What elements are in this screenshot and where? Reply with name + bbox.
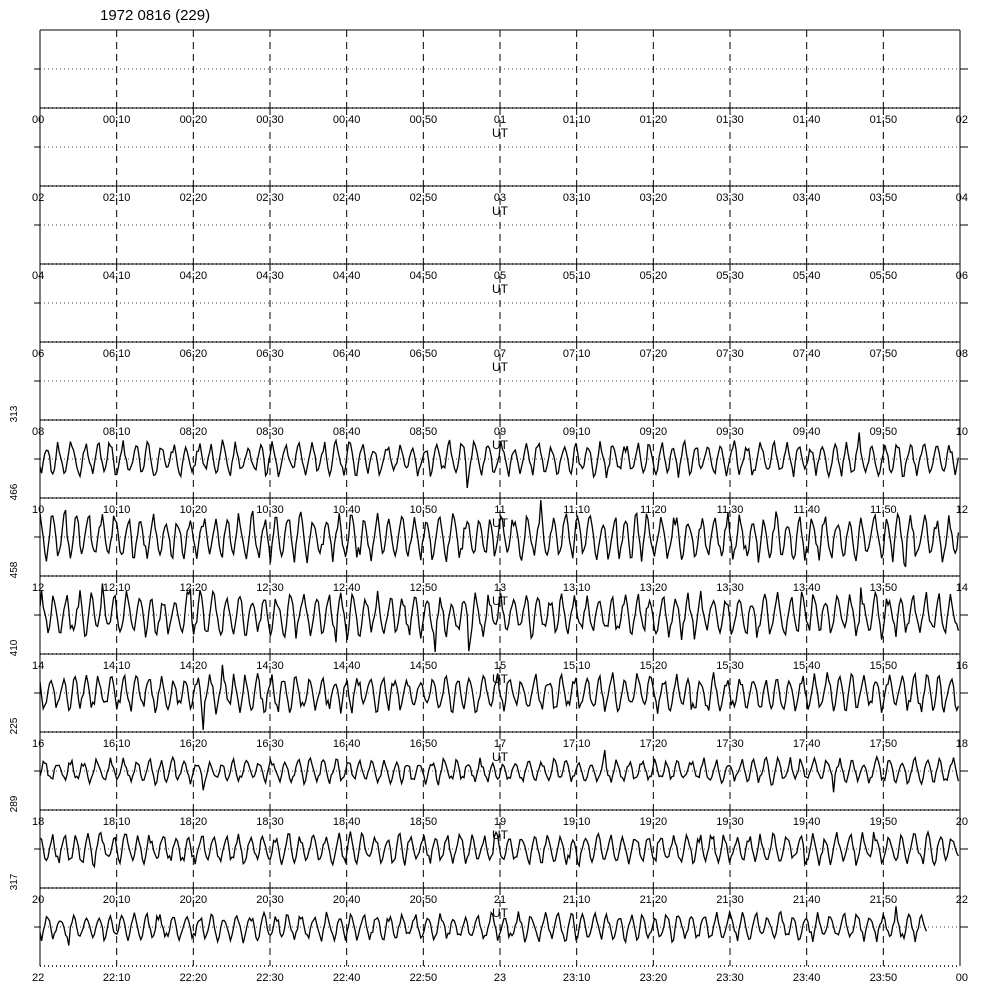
tick-label: 01:20 bbox=[639, 114, 668, 126]
amplitude-scale-label: 466 bbox=[9, 483, 20, 501]
tick-label: 12:20 bbox=[179, 582, 208, 594]
tick-label: 10 bbox=[32, 504, 45, 516]
tick-label: 16:40 bbox=[332, 738, 361, 750]
tick-label: 15:10 bbox=[562, 660, 591, 672]
tick-label: 16:30 bbox=[256, 738, 284, 750]
tick-label: 09:10 bbox=[562, 426, 591, 438]
tick-label: 00:30 bbox=[256, 114, 284, 126]
tick-label: 13 bbox=[493, 582, 507, 594]
x-axis-label: UT bbox=[492, 516, 508, 530]
panels-group bbox=[9, 30, 968, 984]
panel-08 bbox=[9, 342, 968, 452]
tick-label: 13:10 bbox=[562, 582, 591, 594]
amplitude-scale-label: 317 bbox=[9, 873, 20, 891]
tick-label: 14:50 bbox=[409, 660, 438, 672]
amplitude-scale-label: 410 bbox=[9, 639, 20, 657]
tick-label: 13:20 bbox=[639, 582, 668, 594]
tick-label: 06:50 bbox=[409, 348, 438, 360]
tick-label: 02:40 bbox=[332, 192, 361, 204]
tick-label: 19:30 bbox=[716, 816, 744, 828]
tick-label: 20:30 bbox=[256, 894, 284, 906]
tick-label: 23:50 bbox=[869, 972, 898, 984]
tick-label: 01:40 bbox=[792, 114, 821, 126]
tick-label: 10 bbox=[955, 426, 968, 438]
tick-label: 00:50 bbox=[409, 114, 438, 126]
tick-label: 09:30 bbox=[716, 426, 744, 438]
x-axis-label: UT bbox=[492, 594, 508, 608]
tick-label: 14 bbox=[955, 582, 968, 594]
tick-label: 17:50 bbox=[869, 738, 898, 750]
tick-label: 20 bbox=[32, 894, 45, 906]
tick-label: 23:40 bbox=[792, 972, 821, 984]
tick-label: 00 bbox=[955, 972, 968, 984]
tick-label: 04:20 bbox=[179, 270, 208, 282]
tick-label: 00:40 bbox=[332, 114, 361, 126]
x-axis-label: UT bbox=[492, 438, 508, 452]
panel-20 bbox=[9, 810, 968, 920]
tick-label: 05 bbox=[493, 270, 507, 282]
tick-label: 02:10 bbox=[102, 192, 131, 204]
tick-label: 07 bbox=[493, 348, 507, 360]
tick-label: 13:50 bbox=[869, 582, 898, 594]
tick-label: 15:40 bbox=[792, 660, 821, 672]
amplitude-scale-label: 225 bbox=[9, 717, 20, 735]
tick-label: 22 bbox=[32, 972, 45, 984]
tick-label: 11:50 bbox=[869, 504, 897, 516]
tick-label: 20:50 bbox=[409, 894, 438, 906]
tick-label: 22:10 bbox=[102, 972, 131, 984]
panel-14 bbox=[9, 576, 968, 686]
amplitude-scale-label: 458 bbox=[9, 561, 20, 579]
tick-label: 21:40 bbox=[792, 894, 821, 906]
tick-label: 07:40 bbox=[792, 348, 821, 360]
tick-label: 06 bbox=[32, 348, 45, 360]
tick-label: 14:10 bbox=[102, 660, 131, 672]
x-axis-label: UT bbox=[492, 282, 508, 296]
tick-label: 02 bbox=[32, 192, 45, 204]
tick-label: 22:30 bbox=[256, 972, 284, 984]
tick-label: 02 bbox=[955, 114, 968, 126]
tick-label: 03:30 bbox=[716, 192, 744, 204]
tick-label: 08:30 bbox=[256, 426, 284, 438]
tick-label: 15:30 bbox=[716, 660, 744, 672]
tick-label: 01:30 bbox=[716, 114, 744, 126]
tick-label: 19 bbox=[493, 816, 507, 828]
tick-label: 06:40 bbox=[332, 348, 361, 360]
tick-label: 18 bbox=[32, 816, 45, 828]
tick-label: 00 bbox=[32, 114, 45, 126]
tick-label: 06:30 bbox=[256, 348, 284, 360]
tick-label: 17:20 bbox=[639, 738, 668, 750]
tick-label: 19:50 bbox=[869, 816, 898, 828]
tick-label: 16:20 bbox=[179, 738, 208, 750]
tick-label: 14:20 bbox=[179, 660, 208, 672]
tick-label: 05:40 bbox=[792, 270, 821, 282]
tick-label: 12 bbox=[32, 582, 45, 594]
x-axis-label: UT bbox=[492, 906, 508, 920]
tick-label: 19:40 bbox=[792, 816, 821, 828]
tick-label: 15:20 bbox=[639, 660, 668, 672]
tick-label: 04 bbox=[955, 192, 968, 204]
amplitude-scale-label: 313 bbox=[9, 405, 20, 423]
tick-label: 10:10 bbox=[102, 504, 131, 516]
tick-label: 23 bbox=[493, 972, 507, 984]
tick-label: 18 bbox=[955, 738, 968, 750]
tick-label: 17:30 bbox=[716, 738, 744, 750]
tick-label: 01 bbox=[493, 114, 507, 126]
tick-label: 14:40 bbox=[332, 660, 361, 672]
tick-label: 07:50 bbox=[869, 348, 898, 360]
tick-label: 20 bbox=[955, 816, 968, 828]
tick-label: 07:10 bbox=[562, 348, 591, 360]
tick-label: 12:50 bbox=[409, 582, 438, 594]
tick-label: 18:50 bbox=[409, 816, 438, 828]
chart-title: 1972 0816 (229) bbox=[100, 7, 211, 24]
tick-label: 06 bbox=[955, 270, 968, 282]
tick-label: 03 bbox=[493, 192, 507, 204]
tick-label: 11:10 bbox=[563, 504, 591, 516]
tick-label: 04:50 bbox=[409, 270, 438, 282]
tick-label: 17 bbox=[493, 738, 507, 750]
x-axis-label: UT bbox=[492, 126, 508, 140]
tick-label: 08:20 bbox=[179, 426, 208, 438]
panel-18 bbox=[9, 732, 968, 842]
tick-label: 04:10 bbox=[102, 270, 131, 282]
tick-label: 23:30 bbox=[716, 972, 744, 984]
tick-label: 08:50 bbox=[409, 426, 438, 438]
tick-label: 11:30 bbox=[716, 504, 744, 516]
x-axis-label: UT bbox=[492, 360, 508, 374]
tick-label: 03:20 bbox=[639, 192, 668, 204]
tick-label: 20:10 bbox=[102, 894, 131, 906]
tick-label: 03:10 bbox=[562, 192, 591, 204]
tick-label: 23:10 bbox=[562, 972, 591, 984]
tick-label: 08:10 bbox=[102, 426, 131, 438]
amplitude-scale-label: 289 bbox=[9, 795, 20, 813]
tick-label: 03:40 bbox=[792, 192, 821, 204]
tick-label: 21 bbox=[493, 894, 507, 906]
tick-label: 01:10 bbox=[562, 114, 591, 126]
tick-label: 18:20 bbox=[179, 816, 208, 828]
tick-label: 00:20 bbox=[179, 114, 208, 126]
tick-label: 08 bbox=[955, 348, 968, 360]
tick-label: 18:10 bbox=[102, 816, 131, 828]
tick-label: 21:10 bbox=[562, 894, 591, 906]
tick-label: 04:40 bbox=[332, 270, 361, 282]
tick-label: 22 bbox=[955, 894, 968, 906]
tick-label: 10:40 bbox=[332, 504, 361, 516]
tick-label: 09 bbox=[493, 426, 507, 438]
tick-label: 23:20 bbox=[639, 972, 668, 984]
tick-label: 02:30 bbox=[256, 192, 284, 204]
tick-label: 15 bbox=[493, 660, 507, 672]
tick-label: 09:50 bbox=[869, 426, 898, 438]
tick-label: 22:40 bbox=[332, 972, 361, 984]
tick-label: 09:40 bbox=[792, 426, 821, 438]
tick-label: 02:20 bbox=[179, 192, 208, 204]
tick-label: 11:40 bbox=[793, 504, 821, 516]
tick-label: 05:10 bbox=[562, 270, 591, 282]
tick-label: 12:30 bbox=[256, 582, 284, 594]
tick-label: 16 bbox=[32, 738, 45, 750]
x-axis-label: UT bbox=[492, 204, 508, 218]
tick-label: 08 bbox=[32, 426, 45, 438]
panel-10 bbox=[9, 420, 968, 530]
tick-label: 07:20 bbox=[639, 348, 668, 360]
tick-label: 22:20 bbox=[179, 972, 208, 984]
tick-label: 04:30 bbox=[256, 270, 284, 282]
tick-label: 14:30 bbox=[256, 660, 284, 672]
tick-label: 10:30 bbox=[256, 504, 284, 516]
tick-label: 18:30 bbox=[256, 816, 284, 828]
tick-label: 05:20 bbox=[639, 270, 668, 282]
tick-label: 16:10 bbox=[102, 738, 131, 750]
panel-12 bbox=[9, 498, 968, 608]
tick-label: 07:30 bbox=[716, 348, 744, 360]
panel-16 bbox=[9, 654, 968, 764]
tick-label: 21:30 bbox=[716, 894, 744, 906]
tick-label: 13:30 bbox=[716, 582, 744, 594]
tick-label: 06:20 bbox=[179, 348, 208, 360]
tick-label: 10:20 bbox=[179, 504, 208, 516]
tick-label: 20:20 bbox=[179, 894, 208, 906]
tick-label: 12:40 bbox=[332, 582, 361, 594]
tick-label: 17:40 bbox=[792, 738, 821, 750]
tick-label: 03:50 bbox=[869, 192, 898, 204]
x-axis-label: UT bbox=[492, 750, 508, 764]
tick-label: 04 bbox=[32, 270, 45, 282]
tick-label: 15:50 bbox=[869, 660, 898, 672]
tick-label: 22:50 bbox=[409, 972, 438, 984]
tick-label: 12:10 bbox=[102, 582, 131, 594]
x-axis-label: UT bbox=[492, 828, 508, 842]
tick-label: 09:20 bbox=[639, 426, 668, 438]
tick-label: 12 bbox=[955, 504, 968, 516]
tick-label: 11 bbox=[494, 504, 506, 516]
tick-label: 01:50 bbox=[869, 114, 898, 126]
tick-label: 16:50 bbox=[409, 738, 438, 750]
tick-label: 10:50 bbox=[409, 504, 438, 516]
tick-label: 16 bbox=[955, 660, 968, 672]
tick-label: 20:40 bbox=[332, 894, 361, 906]
tick-label: 08:40 bbox=[332, 426, 361, 438]
tick-label: 21:50 bbox=[869, 894, 898, 906]
tick-label: 02:50 bbox=[409, 192, 438, 204]
waveform-trace bbox=[40, 906, 926, 945]
tick-label: 17:10 bbox=[562, 738, 591, 750]
tick-label: 19:20 bbox=[639, 816, 668, 828]
tick-label: 18:40 bbox=[332, 816, 361, 828]
tick-label: 11:20 bbox=[639, 504, 667, 516]
tick-label: 05:30 bbox=[716, 270, 744, 282]
tick-label: 21:20 bbox=[639, 894, 668, 906]
tick-label: 00:10 bbox=[102, 114, 131, 126]
tick-label: 05:50 bbox=[869, 270, 898, 282]
tick-label: 19:10 bbox=[562, 816, 591, 828]
tick-label: 13:40 bbox=[792, 582, 821, 594]
tick-label: 14 bbox=[32, 660, 45, 672]
tick-label: 06:10 bbox=[102, 348, 131, 360]
panel-22 bbox=[32, 888, 968, 984]
x-axis-label: UT bbox=[492, 672, 508, 686]
